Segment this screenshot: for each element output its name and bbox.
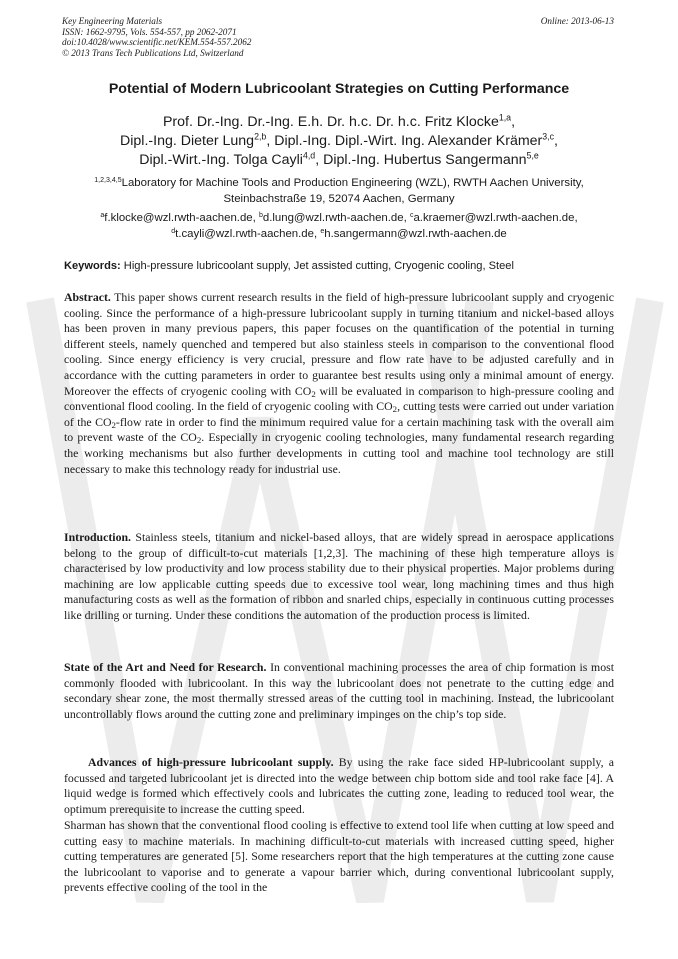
email-list: $^a$f.klocke@wzl.rwth-aachen.de, $^b$d.lung@wzl.rwth-aachen.de, $^c$a.kraemer@wzl.rwth-aachen.de, $^d$t.cayli@wzl.rwth-aachen.de, $^e$h.sangermann@wzl.rwth-aachen.de	[100, 211, 578, 240]
journal-header	[62, 16, 251, 58]
keywords-text: High-pressure lubricoolant supply, Jet assisted cutting, Cryogenic cooling, Steel	[120, 260, 514, 272]
keywords-label: Keywords:	[64, 260, 121, 272]
author-name: Dipl.-Ing. Dieter Lung	[120, 133, 255, 149]
author-list: Prof. Dr.-Ing. Dr.-Ing. E.h. Dr. h.c. Dr. h.c. Fritz Klocke$^{1,a}$, Dipl.-Ing. Dieter Lung$^{2,b}$, Dipl.-Ing. Dipl.-Wirt. Ing. Alexander Krämer$^{3,c}$, Dipl.-Wirt.-Ing. Tolga Cayli$^{4,d}$, Dipl.-Ing. Hubertus Sangermann$^{5,e}$	[120, 112, 558, 168]
advances-paragraph: Advances of high-pressure lubricoolant supply. By using the rake face sided HP-lubricoolant supply, a focussed and targeted lubricoolant jet is directed into the wedge between chip bottom side and tool rake face [4]. A liquid wedge is formed which effectively cools and lubricates the cutting zone, leading to reduced tool wear, the optimum prerequisite to increase the cutting speed.	[64, 755, 614, 816]
doi-line: doi:10.4028/www.scientific.net/KEM.554-557.2062	[62, 37, 252, 48]
issn-line: ISSN: 1662-9795, Vols. 554-557, pp 2062-2071	[62, 26, 237, 37]
introduction-label: Introduction.	[64, 530, 131, 544]
affiliation: $^{1,2,3,4,5}$Laboratory for Machine Tools and Production Engineering (WZL), RWTH Aachen University, Steinbachstraße 19, 52074 Aachen, Germany	[94, 176, 584, 205]
email-link[interactable]: f.klocke@wzl.rwth-aachen.de,	[104, 212, 259, 224]
author-name: Prof. Dr.-Ing. Dr.-Ing. E.h. Dr. h.c. Dr. h.c. Fritz Klocke	[162, 114, 499, 130]
state-of-art-paragraph: State of the Art and Need for Research. In conventional machining processes the area of chip formation is most commonly flooded with lubricoolant. In this way the lubricoolant does not penetrate to the cutting edge and secondary shear zone, the most thermally stressed areas of the cutting tool in machining. Instead, the lubricoolant uncontrollably flows around the cutting zone and preliminary impinges on the chip’s top side.	[64, 660, 614, 721]
keywords	[64, 260, 624, 272]
state-of-art-label: State of the Art and Need for Research.	[64, 660, 267, 674]
author-sup: 4,d	[302, 150, 316, 161]
author-name: Dipl.-Ing. Hubertus Sangermann	[323, 152, 527, 168]
email-link[interactable]: t.cayli@wzl.rwth-aachen.de,	[175, 228, 321, 240]
email-link[interactable]: a.kraemer@wzl.rwth-aachen.de,	[413, 212, 578, 224]
author-sup: 3,c	[542, 131, 555, 142]
paper-title: Potential of Modern Lubricoolant Strategies on Cutting Performance	[108, 81, 570, 97]
abstract-paragraph: Abstract. This paper shows current research results in the field of high-pressure lubricoolant supply and cryogenic cooling. Since the performance of a high-pressure lubricoolant supply in turning titanium and nickel-based alloys has been proven in many previous papers, this paper focuses on the quantification of the potential in turning different steels, namely quenched and tempered but also stainless steels in comparison to the conventional flood cooling. Since energy efficiency is very crucial, pressure and flow rate have to be adjusted carefully and in accordance with the cutting parameters in order to guarantee best results using only a minimal amount of energy. Moreover the effects of cryogenic cooling with $CO_2$ will be evaluated in comparison to high-pressure cooling and conventional flood cooling. In the field of cryogenic cooling with $CO_2$, cutting tests were carried out under variation of the $CO_2$-flow rate in order to find the minimum required value for a certain machining task with the overall aim to prevent waste of the $CO_2$. Especially in cryogenic cooling technologies, many fundamental research regarding the working mechanisms but also further developments in cutting tool and machine tool technology are still necessary to make this technology ready for industrial use.	[64, 290, 614, 476]
online-date: Online: 2013-06-13	[540, 16, 614, 26]
journal-name: Key Engineering Materials	[62, 16, 163, 26]
email-link[interactable]: h.sangermann@wzl.rwth-aachen.de	[324, 228, 507, 240]
author-sup: 2,b	[254, 131, 267, 142]
author-name: Dipl.-Ing. Dipl.-Wirt. Ing. Alexander Krämer	[274, 133, 543, 149]
introduction-paragraph: Introduction. Stainless steels, titanium and nickel-based alloys, that are widely spread in aerospace applications belong to the group of difficult-to-cut materials [1,2,3]. The machining of these high temperature alloys is characterised by low productivity and low process stability due to their physical properties. Major problems during machining are low applicable cutting speeds due to excessive tool wear, long machining times and thus high manufacturing costs as well as the formation of ribbon and snarled chips, especially in continuous cutting processes like drilling or turning. Under these conditions the automation of the production process is limited.	[64, 530, 614, 622]
copyright-line: © 2013 Trans Tech Publications Ltd, Switzerland	[62, 47, 244, 58]
abstract-label: Abstract.	[64, 290, 111, 304]
email-link[interactable]: d.lung@wzl.rwth-aachen.de,	[262, 212, 410, 224]
advances-label: Advances of high-pressure lubricoolant supply.	[88, 755, 334, 769]
author-name: Dipl.-Wirt.-Ing. Tolga Cayli	[139, 152, 303, 168]
sharman-paragraph: Sharman has shown that the conventional flood cooling is effective to extend tool life when cutting at low speed and cutting easy to machine materials. In machining difficult-to-cut materials with increased cutting speed, higher cutting temperatures are generated [5]. Some researchers report that the high temperatures at the cutting zone cause the lubricoolant to vaporise and to generate a vapour barrier which, during conventional lubricoolant supply, prevents effective cooling of the tool in the	[64, 818, 614, 895]
author-sup: 5,e	[526, 150, 539, 161]
author-sup: 1,a	[498, 112, 512, 123]
